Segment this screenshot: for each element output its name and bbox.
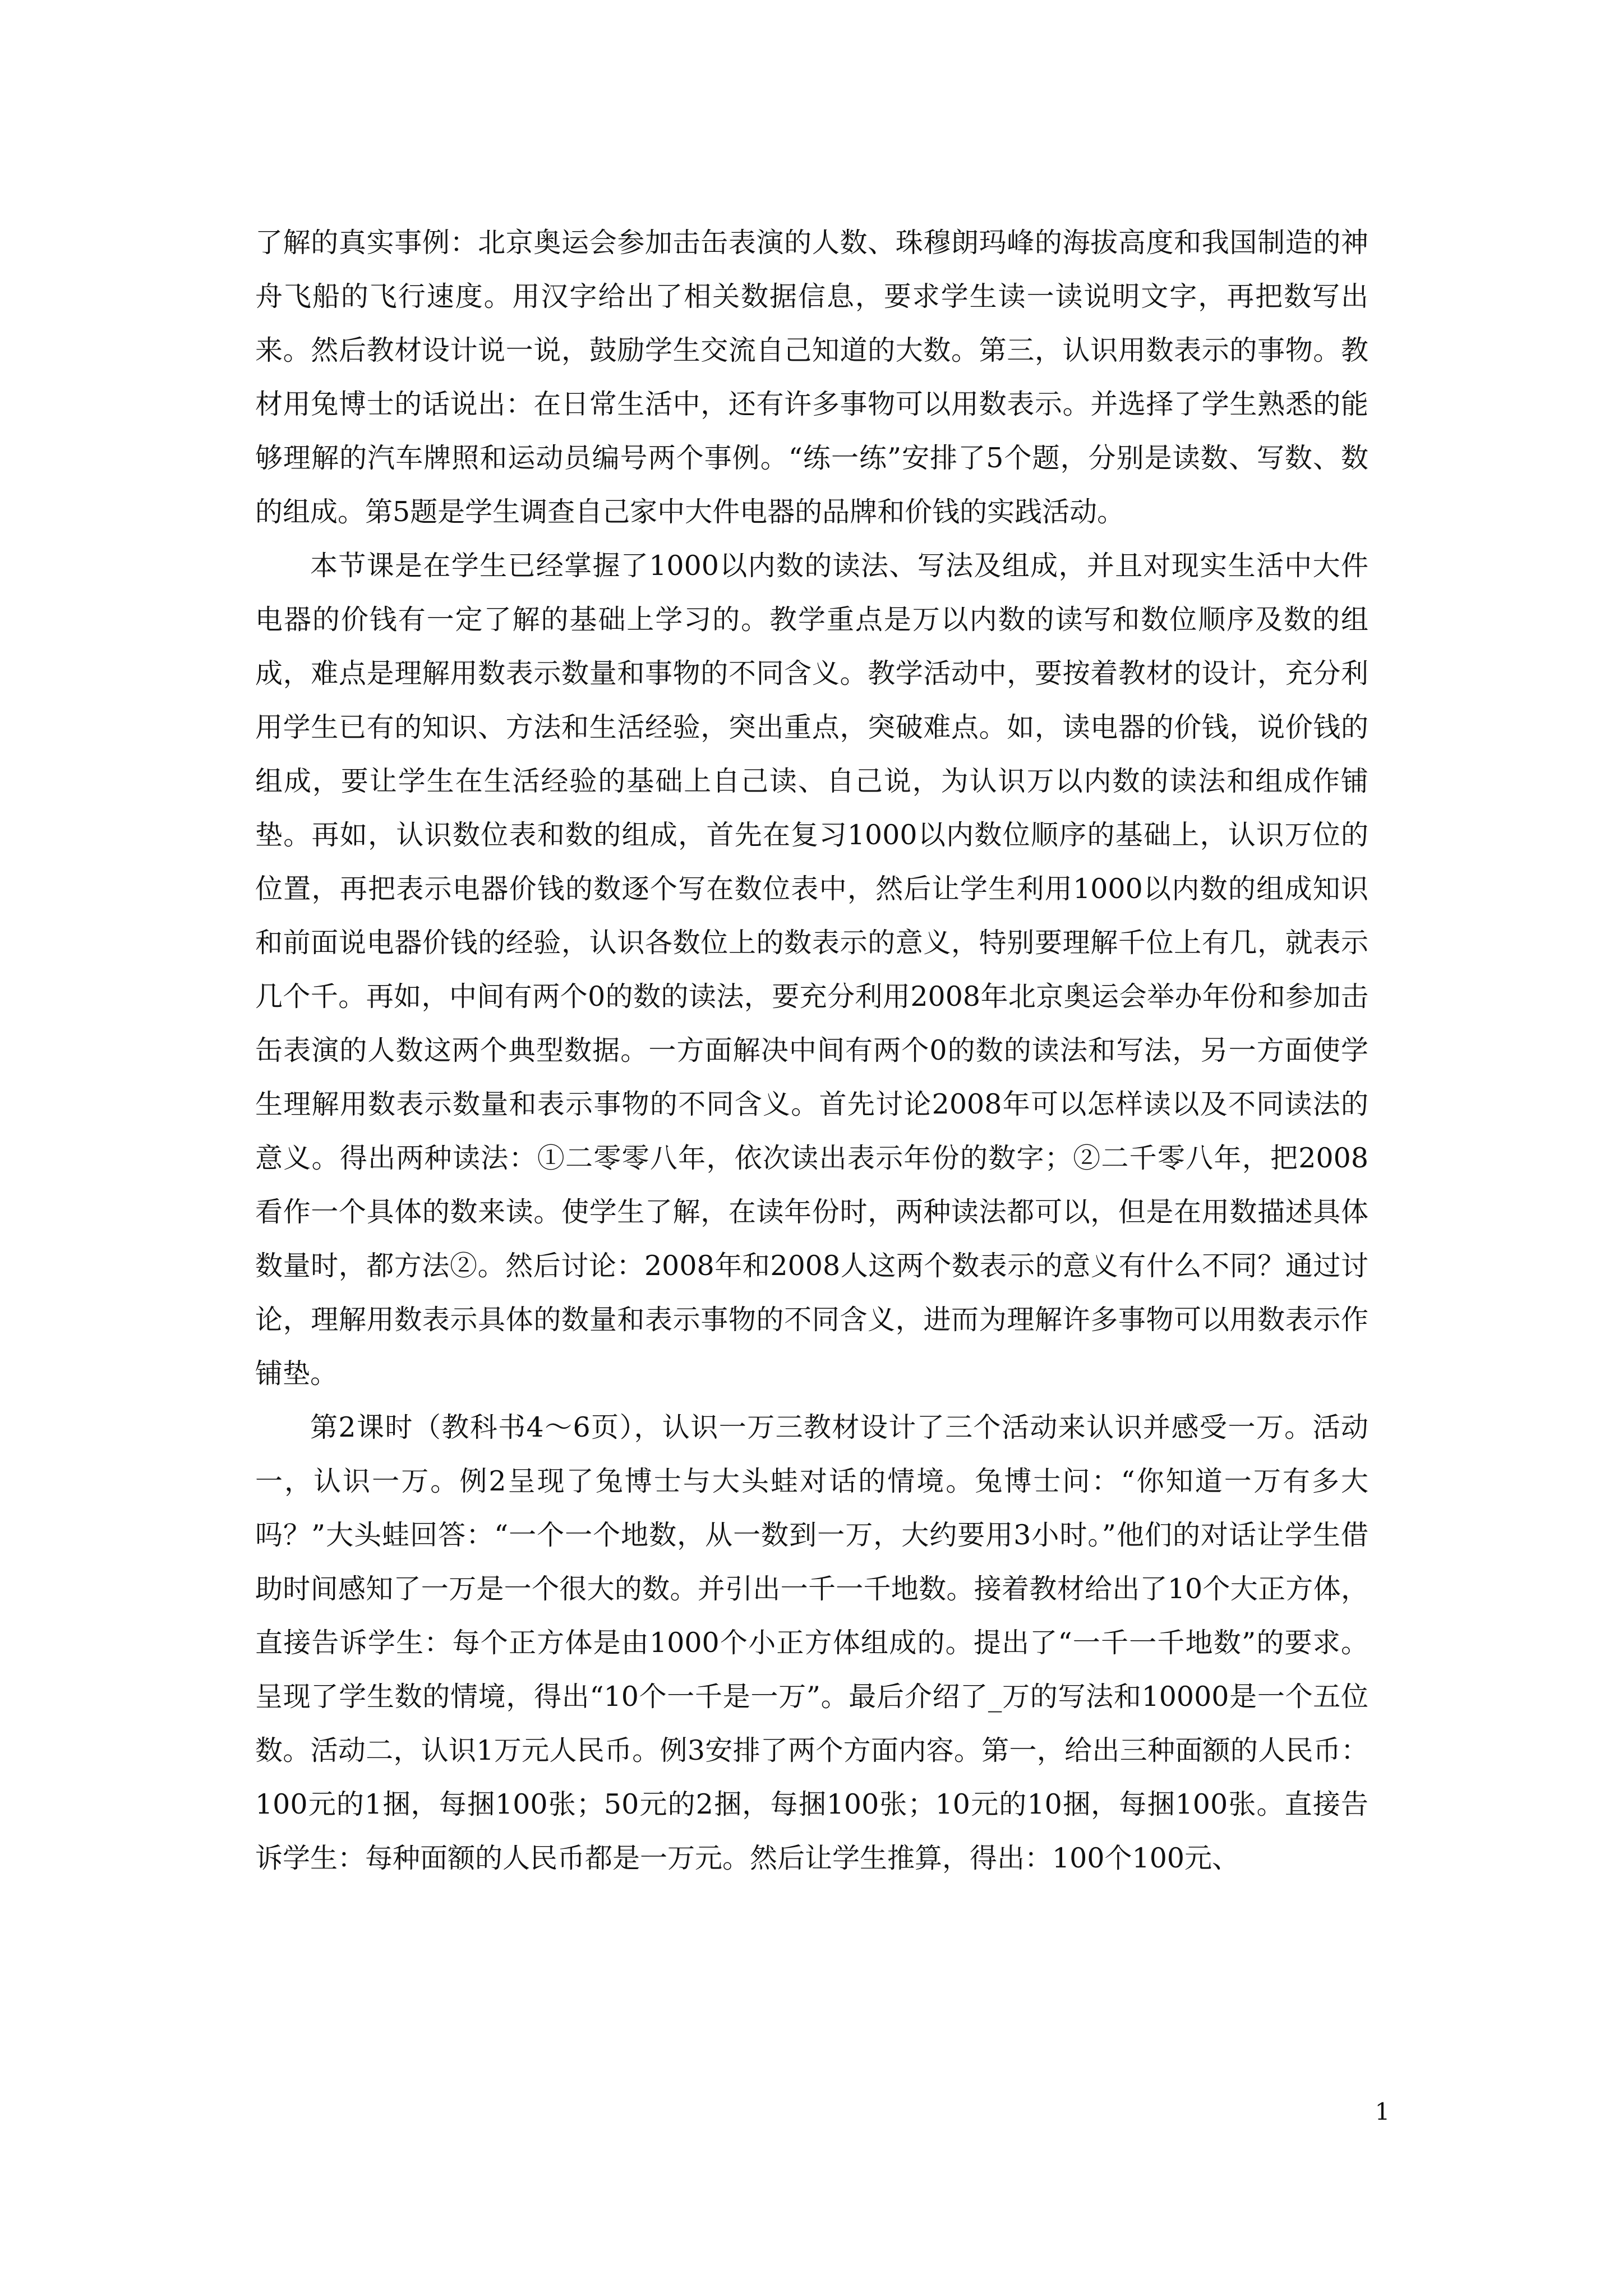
paragraph-3: 第2课时（教科书4～6页），认识一万三教材设计了三个活动来认识并感受一万。活动一，认识一万。例2呈现了兔博士与大头蛙对话的情境。兔博士问：“你知道一万有多大吗？”大头蛙回答：“一个一个地数，从一数到一万，大约要用3小时。”他们的对话让学生借助时间感知了一万是一个很大的数。并引出一千一千地数。接着教材给出了10个大正方体，直接告诉学生：每个正方体是由1000个小正方体组成的。提出了“一千一千地数”的要求。呈现了学生数的情境，得出“10个一千是一万”。最后介绍了_万的写法和10000是一个五位数。活动二，认识1万元人民币。例3安排了两个方面内容。第一，给出三种面额的人民币：100元的1捆，每捆100张；50元的2捆，每捆100张；10元的10捆，每捆100张。直接告诉学生：每种面额的人民币都是一万元。然后让学生推算，得出：100个100元、 [255,1411,1368,1874]
body-text [255,216,1368,1885]
paragraph-1: 了解的真实事例：北京奥运会参加击缶表演的人数、珠穆朗玛峰的海拔高度和我国制造的神舟飞船的飞行速度。用汉字给出了相关数据信息，要求学生读一读说明文字，再把数写出来。然后教材设计说一说，鼓励学生交流自己知道的大数。第三，认识用数表示的事物。教材用兔博士的话说出：在日常生活中，还有许多事物可以用数表示。并选择了学生熟悉的能够理解的汽车牌照和运动员编号两个事例。“练一练”安排了5个题，分别是读数、写数、数的组成。第5题是学生调查自己家中大件电器的品牌和价钱的实践活动。 [255,227,1368,528]
page-number: 1 [1375,2098,1390,2125]
paragraph-2: 本节课是在学生已经掌握了1000以内数的读法、写法及组成，并且对现实生活中大件电器的价钱有一定了解的基础上学习的。教学重点是万以内数的读写和数位顺序及数的组成，难点是理解用数表示数量和事物的不同含义。教学活动中，要按着教材的设计，充分利用学生已有的知识、方法和生活经验，突出重点，突破难点。如，读电器的价钱，说价钱的组成，要让学生在生活经验的基础上自己读、自己说，为认识万以内数的读法和组成作铺垫。再如，认识数位表和数的组成，首先在复习1000以内数位顺序的基础上，认识万位的位置，再把表示电器价钱的数逐个写在数位表中，然后让学生利用1000以内数的组成知识和前面说电器价钱的经验，认识各数位上的数表示的意义，特别要理解千位上有几，就表示几个千。再如，中间有两个0的数的读法，要充分利用2008年北京奥运会举办年份和参加击缶表演的人数这两个典型数据。一方面解决中间有两个0的数的读法和写法，另一方面使学生理解用数表示数量和表示事物的不同含义。首先讨论2008年可以怎样读以及不同读法的意义。得出两种读法：①二零零八年，依次读出表示年份的数字；②二千零八年，把2008看作一个具体的数来读。使学生了解，在读年份时，两种读法都可以，但是在用数描述具体数量时，都方法②。然后讨论：2008年和2008人这两个数表示的意义有什么不同？通过讨论，理解用数表示具体的数量和表示事物的不同含义，进而为理解许多事物可以用数表示作铺垫。 [255,550,1368,1389]
